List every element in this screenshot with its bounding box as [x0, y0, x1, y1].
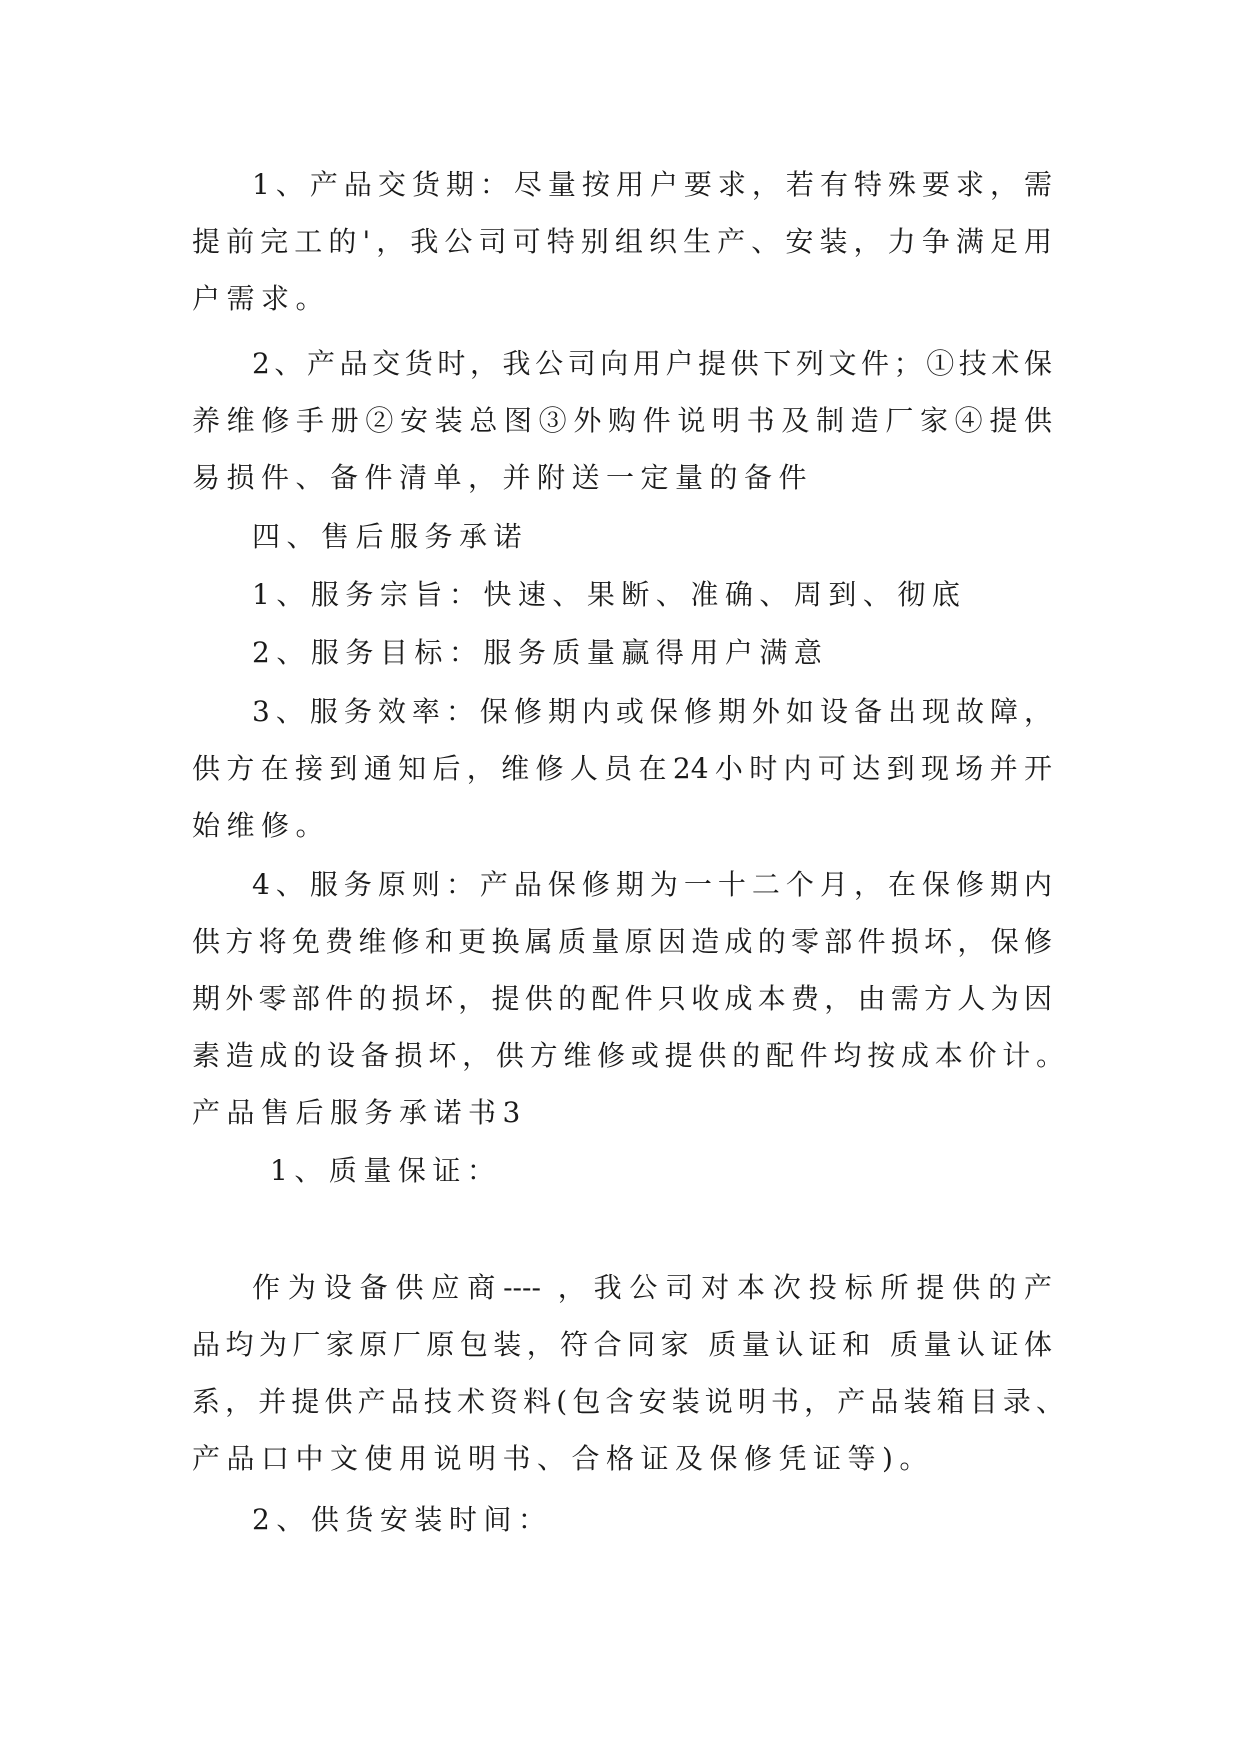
paragraph-line: 4、服务原则：产品保修期为一十二个月，在保修期内 [252, 868, 1052, 901]
paragraph-line: 始维修。 [192, 809, 331, 842]
paragraph-line: 养维修手册②安装总图③外购件说明书及制造厂家④提供 [192, 404, 1052, 437]
paragraph-line: 作为设备供应商---- ，我公司对本次投标所提供的产 [252, 1271, 1052, 1304]
paragraph-line: 2、产品交货时，我公司向用户提供下列文件；①技术保 [252, 347, 1052, 380]
paragraph-line: 期外零部件的损坏，提供的配件只收成本费，由需方人为因 [192, 982, 1052, 1015]
paragraph-line: 3、服务效率：保修期内或保修期外如设备出现故障， [252, 695, 1052, 728]
paragraph-line: 产品口中文使用说明书、合格证及保修凭证等)。 [192, 1442, 934, 1475]
paragraph-line: 户需求。 [192, 282, 331, 315]
section-heading: 四、售后服务承诺 [252, 520, 529, 553]
document-title: 产品售后服务承诺书3 [192, 1096, 527, 1129]
paragraph-line: 1、产品交货期：尽量按用户要求，若有特殊要求，需 [252, 168, 1052, 201]
paragraph-line: 系，并提供产品技术资料(包含安装说明书，产品装箱目录、 [192, 1385, 1064, 1418]
section-heading: 1、质量保证： [270, 1154, 502, 1187]
paragraph-line: 品均为厂家原厂原包装，符合同家 质量认证和 质量认证体 [192, 1328, 1052, 1361]
paragraph-line: 供方在接到通知后，维修人员在24小时内可达到现场并开 [192, 752, 1052, 785]
paragraph-line: 1、服务宗旨：快速、果断、准确、周到、彻底 [252, 578, 967, 611]
paragraph-line: 供方将免费维修和更换属质量原因造成的零部件损坏，保修 [192, 925, 1052, 958]
paragraph-line: 2、服务目标：服务质量赢得用户满意 [252, 636, 829, 669]
paragraph-line: 易损件、备件清单，并附送一定量的备件 [192, 461, 814, 494]
section-heading: 2、供货安装时间： [252, 1503, 553, 1536]
paragraph-line: 提前完工的'，我公司可特别组织生产、安装，力争满足用 [192, 225, 1052, 258]
paragraph-line: 素造成的设备损坏，供方维修或提供的配件均按成本价计。 [192, 1039, 1064, 1072]
